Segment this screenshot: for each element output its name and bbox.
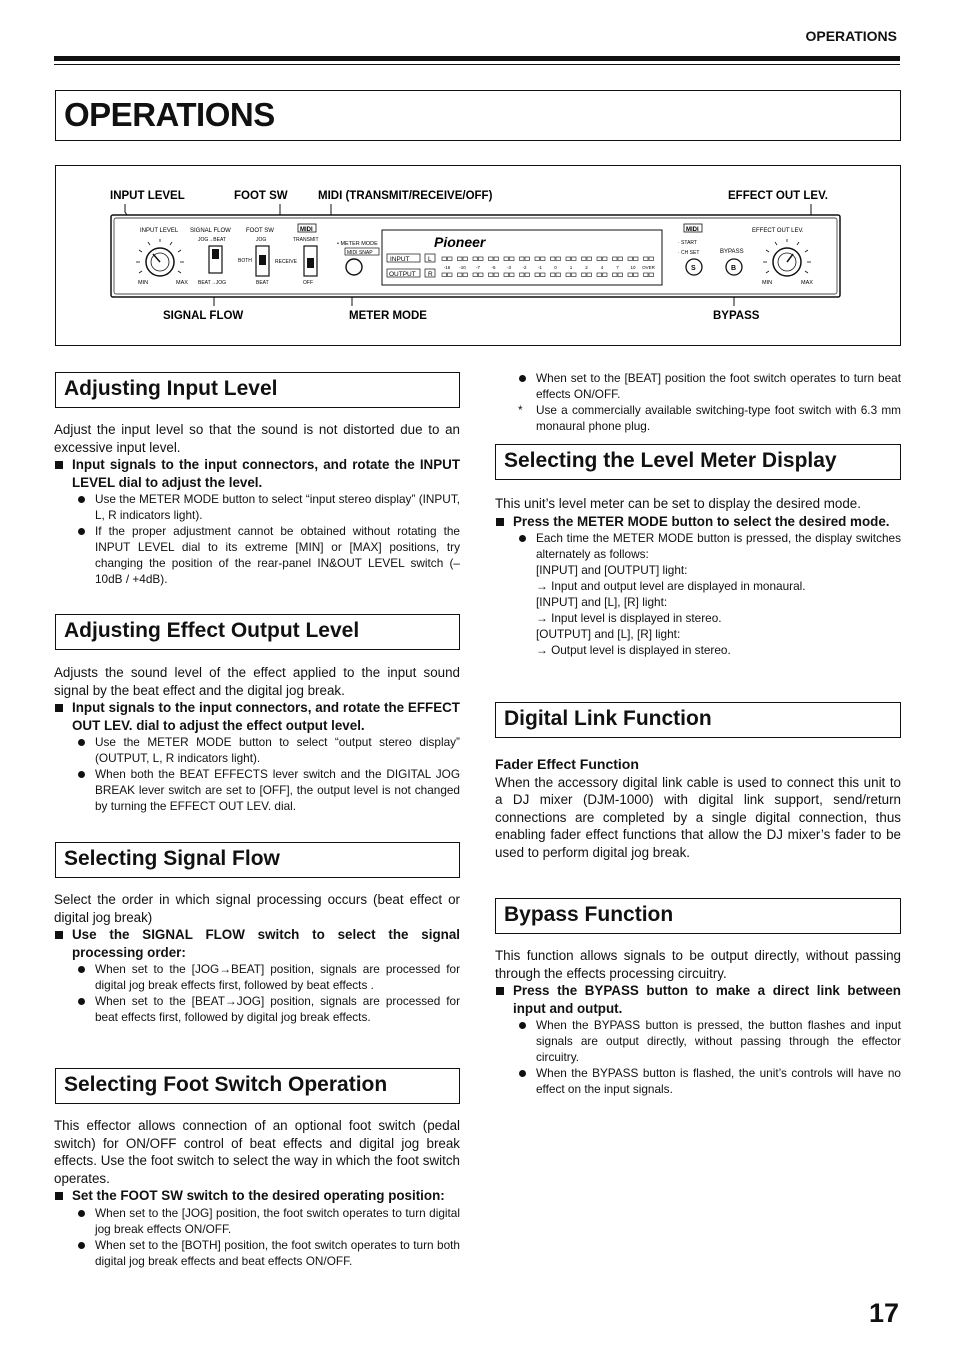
callout-signal-flow: SIGNAL FLOW bbox=[163, 310, 244, 322]
paragraph: This function allows signals to be output directly, without passing through the effects processing circuitry. bbox=[495, 948, 901, 981]
panel-ch-set: · CH SET bbox=[678, 250, 700, 256]
display-mode-line: [INPUT] and [L], [R] light: bbox=[536, 595, 668, 609]
panel-output: OUTPUT bbox=[389, 271, 416, 278]
meter-scale-label: -2 bbox=[522, 265, 527, 270]
meter-scale-label: -16 bbox=[443, 265, 451, 270]
panel-off: OFF bbox=[303, 280, 313, 286]
section-body-signal-flow bbox=[54, 891, 460, 1025]
front-panel-diagram bbox=[55, 165, 901, 346]
meter-led-segment bbox=[525, 257, 530, 261]
panel-beat: BEAT bbox=[256, 280, 269, 286]
panel-meter-mode: • METER MODE bbox=[337, 241, 378, 247]
display-mode-line: → Input and output level are displayed in monaural. bbox=[536, 579, 806, 593]
bullet: When set to the [BEAT→JOG] position, signals are processed for beat effects first, followed by digital jog break effects. bbox=[54, 993, 460, 1025]
section-title: Selecting the Level Meter Display bbox=[504, 449, 837, 472]
meter-led-segment bbox=[649, 273, 654, 277]
meter-led-segment bbox=[541, 273, 546, 277]
meter-mode-button[interactable] bbox=[346, 259, 362, 275]
paragraph: Select the order in which signal processing occurs (beat effect or digital jog break) bbox=[54, 892, 460, 925]
meter-led-segment bbox=[510, 257, 515, 261]
bullet: If the proper adjustment cannot be obtained without rotating the INPUT LEVEL dial to its extreme [MIN] or [MAX] positions, try changing the position of the rear-panel IN&OUT LEVEL switch (–10dB / +4dB). bbox=[54, 523, 460, 587]
callout-effect-out-lev: EFFECT OUT LEV. bbox=[728, 190, 828, 202]
panel-transmit: TRANSMIT bbox=[293, 237, 319, 243]
meter-led-segment bbox=[644, 257, 649, 261]
meter-led-segment bbox=[597, 273, 602, 277]
section-body-level-meter bbox=[495, 495, 901, 658]
paragraph: This effector allows connection of an optional foot switch (pedal switch) for ON/OFF control of beat effects and digital jog break effects. Use the foot switch to select the way in which the foot switch operates. bbox=[54, 1118, 460, 1186]
bullet: When the BYPASS button is flashed, the unit’s controls will have no effect on the input signals. bbox=[495, 1065, 901, 1097]
bullet: When both the BEAT EFFECTS lever switch and the DIGITAL JOG BREAK lever switch are set to [OFF], the output level is not changed by turning the EFFECT OUT LEV. dial. bbox=[54, 766, 460, 814]
meter-led-segment bbox=[628, 273, 633, 277]
panel-s: S bbox=[691, 265, 696, 272]
meter-led-segment bbox=[504, 273, 509, 277]
foot-switch-continued bbox=[495, 370, 901, 434]
panel-both: BOTH bbox=[238, 258, 252, 264]
meter-led-segment bbox=[525, 273, 530, 277]
meter-scale-label: -1 bbox=[537, 265, 543, 270]
display-mode-line: [OUTPUT] and [L], [R] light: bbox=[536, 627, 681, 641]
meter-led-segment bbox=[597, 257, 602, 261]
section-header-foot-switch bbox=[55, 1068, 460, 1104]
meter-led-segment bbox=[489, 273, 494, 277]
meter-led-segment bbox=[504, 257, 509, 261]
bullet: When set to the [JOG] position, the foot switch operates to turn digital jog break effects ON/OFF. bbox=[54, 1205, 460, 1237]
meter-scale-label: 0 bbox=[554, 265, 557, 270]
header-rule-thin bbox=[54, 64, 900, 65]
meter-led-segment bbox=[587, 257, 592, 261]
panel-input: INPUT bbox=[390, 256, 410, 263]
meter-led-segment bbox=[473, 257, 478, 261]
panel-jog-beat: JOG→BEAT bbox=[198, 237, 226, 243]
meter-scale-label: 7 bbox=[616, 265, 619, 270]
bullet: When set to the [JOG→BEAT] position, signals are processed for digital jog break effects first, followed by beat effects . bbox=[54, 961, 460, 993]
meter-led-segment bbox=[551, 273, 556, 277]
meter-led-segment bbox=[473, 273, 478, 277]
section-body-digital-link bbox=[495, 756, 901, 861]
meter-led-segment bbox=[463, 257, 468, 261]
bullet: Use the METER MODE button to select “output stereo display” (OUTPUT, L, R indicators light). bbox=[54, 734, 460, 766]
instruction: Use the SIGNAL FLOW switch to select the signal processing order: bbox=[54, 926, 460, 961]
section-header-level-meter bbox=[495, 444, 901, 480]
panel-b: B bbox=[731, 265, 737, 272]
meter-led-segment bbox=[448, 257, 453, 261]
page-title: OPERATIONS bbox=[64, 96, 275, 133]
meter-led-segment bbox=[520, 273, 525, 277]
meter-led-segment bbox=[572, 257, 577, 261]
instruction: Input signals to the input connectors, and rotate the INPUT LEVEL dial to adjust the level. bbox=[54, 456, 460, 491]
meter-led-segment bbox=[618, 273, 623, 277]
section-title: Digital Link Function bbox=[504, 707, 712, 730]
meter-led-segment bbox=[535, 257, 540, 261]
meter-led-segment bbox=[463, 273, 468, 277]
meter-led-segment bbox=[556, 273, 561, 277]
panel-start: · START bbox=[678, 240, 697, 246]
panel-signal-flow: SIGNAL FLOW bbox=[190, 228, 231, 234]
meter-led-segment bbox=[458, 257, 463, 261]
panel-min: MIN bbox=[138, 280, 149, 286]
callout-bypass: BYPASS bbox=[713, 310, 760, 322]
meter-scale-label: OVER bbox=[642, 265, 655, 270]
meter-led-segment bbox=[535, 273, 540, 277]
instruction: Input signals to the input connectors, and rotate the EFFECT OUT LEV. dial to adjust the effect output level. bbox=[54, 699, 460, 734]
meter-led-segment bbox=[494, 257, 499, 261]
meter-led-segment bbox=[603, 257, 608, 261]
panel-max: MAX bbox=[176, 280, 188, 286]
meter-led-segment bbox=[649, 257, 654, 261]
meter-scale-label: 10 bbox=[630, 265, 636, 270]
meter-led-segment bbox=[458, 273, 463, 277]
section-body-input-level bbox=[54, 421, 460, 587]
paragraph: When the accessory digital link cable is used to connect this unit to a DJ mixer (DJM-1000) with digital link support, send/return connections are completed by a single digital connection, thus enabling fader effect functions that allow the DJ mixer’s fader to be used to perform digital jog break. bbox=[495, 774, 901, 860]
meter-led-segment bbox=[587, 273, 592, 277]
paragraph: Adjust the input level so that the sound is not distorted due to an excessive input level. bbox=[54, 422, 460, 455]
running-header: OPERATIONS bbox=[805, 28, 897, 44]
section-header-bypass bbox=[495, 898, 901, 934]
subheading: Fader Effect Function bbox=[495, 756, 639, 772]
instruction: Set the FOOT SW switch to the desired operating position: bbox=[54, 1187, 460, 1205]
meter-scale-label: 4 bbox=[600, 265, 604, 270]
meter-led-segment bbox=[644, 273, 649, 277]
page-title-box bbox=[55, 90, 901, 141]
meter-scale-label: 2 bbox=[585, 265, 588, 270]
meter-led-segment bbox=[613, 273, 618, 277]
meter-scale-label: -7 bbox=[475, 265, 481, 270]
section-header-input-level bbox=[55, 372, 460, 408]
meter-led-segment bbox=[551, 257, 556, 261]
page-number: 17 bbox=[868, 1298, 899, 1328]
bullet: Use the METER MODE button to select “input stereo display” (INPUT, L, R indicators light). bbox=[54, 491, 460, 523]
display-mode-line: → Input level is displayed in stereo. bbox=[536, 611, 722, 625]
panel-effect-out-lev: EFFECT OUT LEV. bbox=[752, 228, 804, 234]
meter-led-segment bbox=[572, 273, 577, 277]
meter-led-segment bbox=[442, 273, 447, 277]
panel-min-right: MIN bbox=[762, 280, 773, 286]
meter-led-segment bbox=[618, 257, 623, 261]
callout-midi: MIDI (TRANSMIT/RECEIVE/OFF) bbox=[318, 190, 493, 202]
instruction: Press the METER MODE button to select the desired mode. bbox=[495, 513, 901, 531]
section-header-signal-flow bbox=[55, 842, 460, 878]
meter-led-segment bbox=[556, 257, 561, 261]
meter-led-segment bbox=[489, 257, 494, 261]
meter-led-segment bbox=[520, 257, 525, 261]
section-body-bypass bbox=[495, 947, 901, 1097]
meter-led-segment bbox=[582, 273, 587, 277]
panel-midi-snap: MIDI SNAP bbox=[347, 250, 373, 256]
section-header-digital-link bbox=[495, 702, 901, 738]
instruction: Press the BYPASS button to make a direct link between input and output. bbox=[495, 982, 901, 1017]
meter-led-segment bbox=[448, 273, 453, 277]
callout-foot-sw: FOOT SW bbox=[234, 190, 288, 202]
bullet: When set to the [BOTH] position, the foot switch operates to turn both digital jog break effects and beat effects ON/OFF. bbox=[54, 1237, 460, 1269]
display-mode-line: [INPUT] and [OUTPUT] light: bbox=[536, 563, 688, 577]
meter-led-segment bbox=[566, 257, 571, 261]
section-title: Bypass Function bbox=[504, 903, 674, 926]
section-title: Selecting Signal Flow bbox=[64, 847, 280, 870]
bullet: Each time the METER MODE button is pressed, the display switches alternately as follows: bbox=[495, 530, 901, 562]
panel-jog: JOG bbox=[256, 237, 267, 243]
meter-scale-label: -3 bbox=[506, 265, 512, 270]
meter-led-segment bbox=[603, 273, 608, 277]
meter-scale-label: 1 bbox=[569, 265, 573, 270]
section-title: Adjusting Effect Output Level bbox=[64, 619, 360, 642]
panel-bypass: BYPASS bbox=[720, 249, 744, 255]
bullet: When set to the [BEAT] position the foot switch operates to turn beat effects ON/OFF. bbox=[495, 370, 901, 402]
meter-led-segment bbox=[628, 257, 633, 261]
meter-led-segment bbox=[442, 257, 447, 261]
panel-max-right: MAX bbox=[801, 280, 813, 286]
meter-scale-label: -5 bbox=[491, 265, 496, 270]
paragraph: Adjusts the sound level of the effect applied to the input sound signal by the beat effect and the digital jog break. bbox=[54, 665, 460, 698]
meter-scale-label: -10 bbox=[459, 265, 466, 270]
section-title: Adjusting Input Level bbox=[64, 377, 278, 400]
panel-midi-right: MIDI bbox=[686, 227, 699, 233]
panel-receive: RECEIVE bbox=[275, 259, 297, 265]
section-title: Selecting Foot Switch Operation bbox=[64, 1073, 388, 1096]
panel-foot-sw: FOOT SW bbox=[246, 228, 274, 234]
panel-r: R bbox=[428, 271, 433, 278]
section-header-effect-output bbox=[55, 614, 460, 650]
meter-led-segment bbox=[634, 273, 639, 277]
meter-led-segment bbox=[541, 257, 546, 261]
section-body-foot-switch bbox=[54, 1117, 460, 1269]
meter-led-segment bbox=[613, 257, 618, 261]
panel-input-level: INPUT LEVEL bbox=[140, 228, 179, 234]
meter-led-segment bbox=[582, 257, 587, 261]
brand-logo: Pioneer bbox=[434, 234, 486, 250]
meter-led-segment bbox=[566, 273, 571, 277]
meter-led-segment bbox=[634, 257, 639, 261]
meter-led-segment bbox=[479, 273, 484, 277]
note: * Use a commercially available switching-type foot switch with 6.3 mm monaural phone plug. bbox=[495, 402, 901, 434]
paragraph: This unit’s level meter can be set to display the desired mode. bbox=[495, 496, 861, 511]
callout-meter-mode: METER MODE bbox=[349, 310, 427, 322]
callout-input-level: INPUT LEVEL bbox=[110, 190, 185, 202]
panel-midi: MIDI bbox=[300, 227, 313, 233]
section-body-effect-output bbox=[54, 664, 460, 814]
meter-led-segment bbox=[510, 273, 515, 277]
meter-led-segment bbox=[494, 273, 499, 277]
display-mode-line: → Output level is displayed in stereo. bbox=[536, 643, 731, 657]
panel-beat-jog: BEAT→JOG bbox=[198, 280, 226, 286]
bullet: When the BYPASS button is pressed, the button flashes and input signals are output directly, without passing through the effector circuitry. bbox=[495, 1017, 901, 1065]
meter-led-segment bbox=[479, 257, 484, 261]
header-rule bbox=[54, 56, 900, 61]
panel-l: L bbox=[428, 256, 432, 263]
